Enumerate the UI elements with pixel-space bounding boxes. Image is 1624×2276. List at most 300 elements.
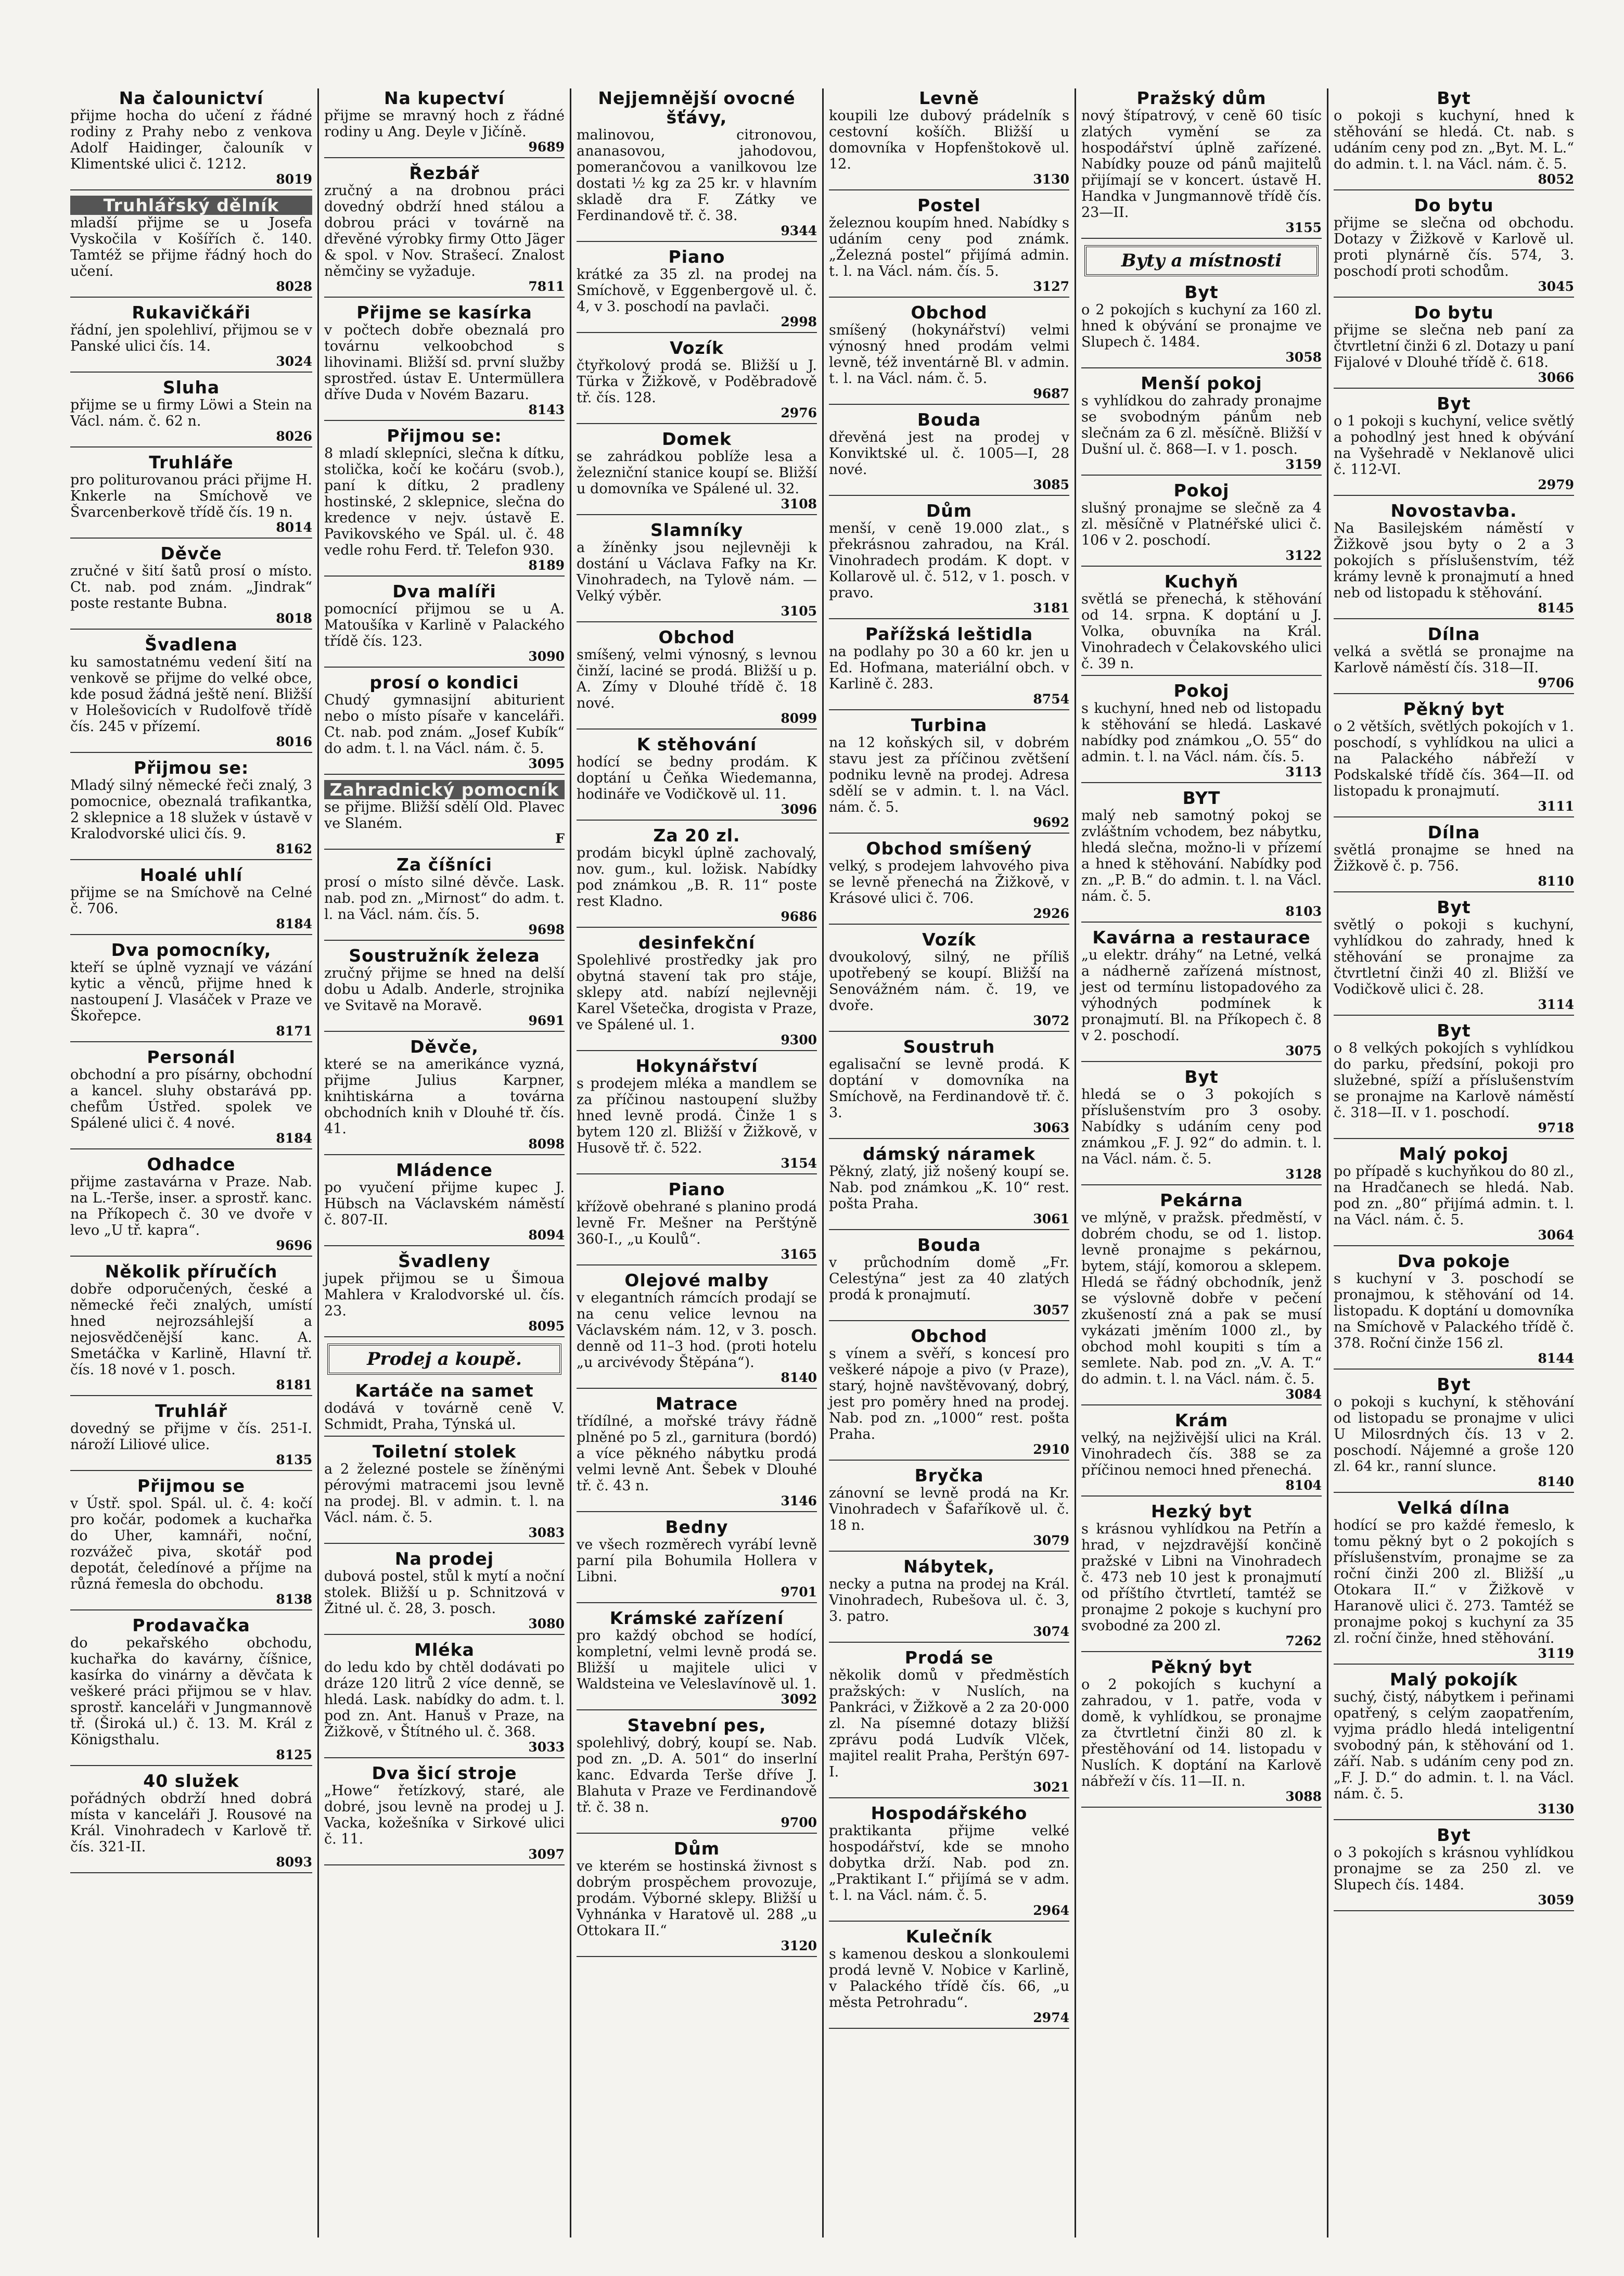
ad-body: o 2 pokojích s kuchyní za 160 zl. hned k obývání se pronajme ve Slupech č. 1484. (1081, 302, 1322, 350)
ad-number: 3095 (528, 756, 565, 771)
ad-title: Menší pokoj (1141, 373, 1262, 393)
ad-title: Několik příručích (105, 1261, 278, 1282)
ad-title: Mléka (414, 1640, 475, 1660)
ad-number: 8189 (528, 558, 565, 573)
ad-body: pořádných obdrží hned dobrá místa v kanceláři J. Rousové na Král. Vinohradech v Karlově tř. čís. 321-II. (70, 1791, 312, 1855)
ad-number: 8181 (276, 1377, 312, 1392)
classified-ad (829, 624, 1069, 710)
classified-ad (829, 1927, 1069, 2029)
classified-ad (829, 1235, 1069, 1321)
ad-body: o 2 větších, světlých pokojích v 1. poschodí, s vyhlídkou na ulici a na Palackého nábřeží v Podskalské třídě čís. 364—II. od listopadu k pronajmutí. (1334, 719, 1574, 799)
ad-body: které se na amerikánce vyzná, přijme Julius Karpner, knihtiskárna a továrna obchodních knih v Dlouhé tř. čís. 41. (324, 1056, 565, 1137)
ad-number: 2926 (1033, 906, 1069, 921)
classified-ad (70, 1155, 312, 1257)
ad-title: Obchod smíšený (866, 838, 1032, 859)
classified-ad (70, 453, 312, 539)
ad-number: 8140 (781, 1370, 817, 1385)
classified-ad (829, 839, 1069, 925)
ad-number: 8052 (1538, 172, 1574, 187)
ad-title: Kuchyň (1164, 571, 1239, 592)
ad-number: 9718 (1538, 1120, 1574, 1135)
ad-title: Malý pokojík (1389, 1669, 1518, 1690)
ad-number: 8099 (781, 711, 817, 726)
classified-ad (1081, 283, 1322, 368)
ad-body: přijme zastavárna v Praze. Nab. na L.-Terše, inser. a sprostř. kanc. na Příkopech č. 30 ve dvoře v levo „U tř. kapra“. (70, 1174, 312, 1238)
classified-ad (829, 303, 1069, 405)
ad-number: 8171 (276, 1024, 312, 1039)
ad-number: 9300 (781, 1032, 817, 1047)
ad-number: 8144 (1538, 1351, 1574, 1366)
ad-title: Bouda (917, 1235, 981, 1255)
ad-body: křížově obehrané s planino prodá levně Fr. Mešner na Perštýně 360-I., „u Koulů“. (577, 1199, 817, 1247)
ad-title: Na prodej (394, 1549, 494, 1569)
classified-ad (324, 1037, 565, 1155)
ad-body: s kuchyní v 3. poschodí se pronajmou, k stěhování od 14. listopadu. K doptání u domovníka na Smíchově v Palackého třídě č. 378. Roční činže 156 zl. (1334, 1271, 1574, 1351)
classified-ad (70, 378, 312, 447)
ad-number: 2910 (1033, 1442, 1069, 1457)
ad-title: Pěkný byt (1150, 1657, 1252, 1677)
column-1 (65, 88, 317, 2237)
ad-number: 3159 (1285, 457, 1322, 472)
ad-title: Za 20 zl. (653, 825, 740, 846)
ad-body: přijme se na Smíchově na Celné č. 706. (70, 885, 312, 917)
ad-title: prosí o kondici (369, 672, 519, 693)
ad-body: s kamenou deskou a slonkoulemi prodá levně V. Nobice v Karlině, v Palackého třídě čís. 66, „u města Petrohradu“. (829, 1946, 1069, 2011)
ad-number: 8104 (1285, 1478, 1322, 1493)
classified-ad (70, 544, 312, 630)
classified-ad (1334, 823, 1574, 892)
ad-body: „Howe“ řetízkový, staré, ale dobré, jsou levně na prodej u J. Vacka, kožešníka v Sirkové ulici č. 11. (324, 1783, 565, 1847)
classified-ad (324, 163, 565, 298)
ad-body: několik domů v předměstích pražských: v Nuslích, na Pankráci, v Žižkově a 2 za 20·000 zl. Na písemné dotazy bližší zprávu podá Ludvík Vlček, majitel realit Praha, Perštýn 697-I. (829, 1667, 1069, 1780)
ad-number: 3155 (1285, 220, 1322, 235)
ad-body: velká a světlá se pronajme na Karlově náměstí čís. 318—II. (1334, 644, 1574, 676)
classified-ad (1334, 1825, 1574, 1911)
classified-ad (324, 1442, 565, 1544)
ad-number: 3113 (1285, 764, 1322, 779)
classified-ad (70, 1616, 312, 1766)
ad-title: Hospodářského (871, 1803, 1028, 1823)
ad-body: „u elektr. dráhy“ na Letné, velká a nádherně zařízená místnost, jest od termínu listopadového za výhodných podmínek k pronajmutí. Bl. na Příkopech č. 8 v 2. poschodí. (1081, 947, 1322, 1044)
ad-body: 8 mladí sklepníci, slečna k dítku, stolička, kočí ke kočáru (svob.), paní k dítku, 2 pradleny hostinské, 2 sklepnice, slečna do kredence v nejv. ústavě E. Pavikovského ve Spál. ul. č. 48 vedle rohu Ferd. tř. Telefon 930. (324, 445, 565, 558)
ad-body: na podlahy po 30 a 60 kr. jen u Ed. Hofmana, materiální obch. v Karlině č. 283. (829, 644, 1069, 692)
classified-ad (324, 303, 565, 421)
ad-body: s vínem a svěří, s koncesí pro veškeré nápoje a pivo (v Praze), starý, hojně navštěvovaný, dobrý, jest pro poměry hned na prodej. Nab. pod zn. „1000“ rest. pošta Praha. (829, 1346, 1069, 1442)
ad-number: 3154 (781, 1156, 817, 1171)
ad-body: zručné v šití šatů prosí o místo. Ct. nab. pod znám. „Jindrak“ poste restante Bubna. (70, 563, 312, 611)
ad-number: 9689 (528, 139, 565, 155)
ad-body: prodám bicykl úplně zachovalý, nov. gum., kul. ložisk. Nabídky pod známkou „B. R. 11“ poste rest Kladno. (577, 845, 817, 910)
ad-body: do pekařského obchodu, kuchařka do kavárny, číšnice, kasírka do vinárny a děvčata k veškeré práci přijmou se v hlav. sprostř. kanceláři v Jungmannově tř. (Široká ul.) č. 13. M. Král z Königsthalu. (70, 1635, 312, 1748)
ad-body: suchý, čistý, nábytkem i peřinami opatřený, s celým zaopatřením, vyjma prádlo hledá inteligentní svobodný pán, k stěhování od 1. září. Nab. s udáním ceny pod zn. „F. J. D.“ do admin. t. l. na Václ. nám. č. 5. (1334, 1689, 1574, 1802)
ad-number: 9696 (276, 1238, 312, 1253)
ad-body: necky a putna na prodej na Král. Vinohradech, Rubešova ul. č. 3, 3. patro. (829, 1576, 1069, 1625)
ad-number: 8093 (276, 1855, 312, 1870)
ad-body: o pokoji s kuchyní, hned k stěhování se hledá. Ct. nab. s udáním ceny pod zn. „Byt. M. L.“ do admin. t. l. na Václ. nám. č. 5. (1334, 108, 1574, 172)
ad-body: ve mlýně, v pražsk. předměstí, v dobrém chodu, se od 1. listop. levně pronajme s pekárnou, bytem, stájí, komorou a sklepem. Hledá se řádný obchodník, jenž se výslovně dobře v pečení zkušeností zná a pak se musí vykázati jměním 1000 zl., by obchod mohl koupiti s tím a semlete. Nab. pod zn. „V. A. T.“ do admin. t. l. na Václ. nám. č. 5. (1081, 1210, 1322, 1387)
classified-ad (829, 930, 1069, 1032)
ad-body: v průchodním domě „Fr. Celestýna“ jest za 40 zlatých prodá k pronajmutí. (829, 1255, 1069, 1303)
classified-ad (1334, 1251, 1574, 1370)
ad-title: Nábytek, (903, 1556, 995, 1577)
ad-title: Odhadce (147, 1154, 236, 1174)
classified-ad (829, 1557, 1069, 1643)
ad-title: Obchod (911, 1326, 988, 1346)
classified-ad (1334, 394, 1574, 496)
classified-ad (70, 196, 312, 298)
classified-ad (577, 429, 817, 515)
classified-ad (577, 1394, 817, 1512)
ad-number: 3045 (1538, 279, 1574, 294)
ad-number: 8019 (276, 172, 312, 187)
classified-ad (1334, 196, 1574, 298)
ad-number: 3120 (781, 1938, 817, 1953)
classified-ad (1334, 1021, 1574, 1139)
classified-ad (70, 865, 312, 935)
classified-ad (324, 1160, 565, 1246)
ad-title: Dva pokoje (1397, 1251, 1511, 1271)
ad-title: Turbina (911, 715, 988, 735)
ad-body: po vyučení přijme kupec J. Hübsch na Václavském náměstí č. 807-II. (324, 1180, 565, 1228)
classified-ad (324, 1381, 565, 1437)
ad-number: 2998 (781, 314, 817, 329)
classified-ad (324, 1251, 565, 1337)
ad-number: 3130 (1033, 172, 1069, 187)
classified-ad (324, 582, 565, 668)
ad-title: Byt (1437, 1020, 1471, 1041)
ad-title: Hoalé uhlí (139, 865, 243, 885)
ad-title: Matrace (655, 1393, 738, 1414)
classified-ad (70, 1262, 312, 1396)
classified-ad (577, 1517, 817, 1603)
classified-ad (1081, 88, 1322, 239)
classified-ad (1081, 1657, 1322, 1808)
ad-number: 3075 (1285, 1043, 1322, 1058)
ad-title: Byt (1437, 393, 1471, 414)
ad-body: v Ústř. spol. Spál. ul. č. 4: kočí pro kočár, podomek a kuchařka do Uher, kamnáři, noční, rozvážeč piva, skotář pod depotát, čeledínové a příjme na různá řemesla do obchodu. (70, 1495, 312, 1592)
ad-body: jupek přijmou se u Šimoua Mahlera v Kralodvorské ul. čís. 23. (324, 1271, 565, 1319)
ad-number: 9686 (781, 909, 817, 924)
ad-body: dovedný se přijme v čís. 251-I. nároží Liliové ulice. (70, 1421, 312, 1453)
ad-number: 3146 (781, 1493, 817, 1508)
ad-body: spolehlivý, dobrý, koupí se. Nab. pod zn. „D. A. 501“ do inserlní kanc. Edvarda Terše dříve J. Blahuta v Praze ve Ferdinandově tř. č. 38 n. (577, 1735, 817, 1815)
classified-ad (577, 520, 817, 622)
ad-number: 8125 (276, 1747, 312, 1762)
classified-ad (70, 758, 312, 860)
ad-body: prosí o místo silné děvče. Lask. nab. pod zn. „Mirnost“ do adm. t. l. na Václ. nám. čís. 5. (324, 874, 565, 923)
classified-ad (1334, 501, 1574, 619)
ad-title: Obchod (911, 302, 988, 323)
ad-body: zánovní se levně prodá na Kr. Vinohradech v Šafaříkově ul. č. 18 n. (829, 1485, 1069, 1533)
classified-ad (577, 1716, 817, 1834)
ad-title: desinfekční (638, 932, 756, 953)
classified-ad (70, 1771, 312, 1873)
classified-ad (577, 1180, 817, 1265)
ad-body: Pěkný, zlatý, již nošený koupí se. Nab. pod známkou „K. 10“ rest. pošta Praha. (829, 1163, 1069, 1212)
classified-ad (70, 1047, 312, 1149)
classified-ad (829, 501, 1069, 619)
classified-ad (577, 1608, 817, 1710)
classified-ad (829, 196, 1069, 298)
classified-ad (1081, 788, 1322, 923)
ad-title: Byt (1184, 1067, 1219, 1087)
ad-number: 3074 (1033, 1624, 1069, 1639)
ad-title: Švadlena (145, 634, 238, 655)
classified-ad (324, 780, 565, 850)
ad-number: 3063 (1033, 1120, 1069, 1135)
ad-body: třídílné, a mořské trávy řádně plněné po 5 zl., garnitura (bordó) a více pěkného nábytku prodá velmi levně Ant. Šebek v Dlouhé tř. č. 43 n. (577, 1413, 817, 1494)
ad-body: s vyhlídkou do zahrady pronajme se svobodným pánům neb slečnám za 6 zl. měsíčně. Bližší v Dušní ul. č. 868—I. v 1. posch. (1081, 393, 1322, 457)
classified-ad (577, 1271, 817, 1389)
ad-number: 3033 (528, 1740, 565, 1755)
ad-number: 3079 (1033, 1533, 1069, 1548)
ad-body: do ledu kdo by chtěl dodávati po dráze 120 litrů 2 více denně, se hledá. Lask. nabídky do adm. t. l. pod zn. Ant. Hanuš v Praze, na Žižkově, v Štítného ul. č. 368. (324, 1659, 565, 1740)
classified-ad (829, 410, 1069, 496)
classified-ad (1334, 303, 1574, 389)
classified-ad (577, 88, 817, 242)
ad-number: 8018 (276, 611, 312, 626)
ad-title: Byt (1437, 88, 1471, 108)
ad-body: menší, v ceně 19.000 zlat., s překrásnou zahradou, na Král. Vinohradech prodám. K dopt. v Kollarově ul. č. 512, v 1. posch. v pravo. (829, 520, 1069, 601)
classified-ad (577, 628, 817, 730)
ad-title: Krámské zařízení (609, 1608, 784, 1628)
classified-ad (829, 1144, 1069, 1230)
ad-title: Přijmou se (137, 1476, 246, 1496)
column-2 (317, 88, 570, 2237)
ad-number: 3084 (1285, 1387, 1322, 1402)
classified-ad (1081, 481, 1322, 567)
ad-title: Piano (668, 247, 725, 267)
ad-body: řádní, jen spolehliví, přijmou se v Panské ulici čís. 14. (70, 322, 312, 354)
ad-number: 9701 (781, 1584, 817, 1600)
ad-title: Na čalounictví (119, 88, 264, 108)
ad-body: s prodejem mléka a mandlem se za příčinou nastoupení služby hned levně prodá. Činže 1 s bytem 120 zl. Bližší v Žižkově, v Husově tř. č. 522. (577, 1076, 817, 1156)
ad-body: Spolehlivé prostředky jak pro obytná stavení tak pro stáje, sklepy atd. nabízí nejlevněji Karel Všetečka, drogista v Praze, ve Spálené ul. 1. (577, 952, 817, 1033)
classified-ad (829, 88, 1069, 190)
ad-title: Pražský dům (1136, 88, 1267, 108)
ad-body: obchodní a pro písárny, obchodní a kancel. sluhy obstarává pp. chefům Ústřed. spolek ve Spálené ulici č. 4 nové. (70, 1067, 312, 1131)
ad-title: Byt (1184, 282, 1219, 302)
classified-ad (829, 1648, 1069, 1798)
ad-body: hodící se pro každé řemeslo, k tomu pěkný byt o 2 pokojích s příslušenstvím, pronajme se za roční činži 200 zl. Bližší „u Otokara II.“ v Žižkově v Haranově ulici č. 273. Tamtéž se pronajme pokoj s kuchyní za 35 zl. roční činže, hned stěhování. (1334, 1517, 1574, 1646)
classified-ad (70, 1476, 312, 1610)
ad-number: 8098 (528, 1136, 565, 1152)
ad-title: Za číšníci (397, 854, 492, 875)
ad-title: Děvče, (410, 1037, 479, 1057)
ad-title: Truhláře (149, 452, 234, 472)
ad-number: 3080 (528, 1616, 565, 1631)
ad-body: krátké za 35 zl. na prodej na Smíchově, v Eggenbergově ul. č. 4, v 3. poschodí na pavlači. (577, 266, 817, 315)
classified-ad (1081, 1191, 1322, 1405)
ad-body: železnou koupím hned. Nabídky s udáním ceny pod známk. „Železná postel“ přijímá admin. t. l. na Václ. nám. čís. 5. (829, 215, 1069, 279)
ad-title: Přijmou se: (387, 426, 502, 446)
ad-number: 3024 (276, 354, 312, 369)
classified-ad (577, 1056, 817, 1174)
classified-ad (577, 933, 817, 1051)
ad-number: 3092 (781, 1692, 817, 1707)
ad-title: Novostavba. (1390, 501, 1517, 521)
classified-ad (1334, 88, 1574, 190)
ad-number: 3130 (1538, 1801, 1574, 1817)
ad-number: 9344 (781, 223, 817, 238)
ad-number: 8138 (276, 1592, 312, 1607)
ad-title: Olejové malby (624, 1270, 769, 1290)
column-3 (570, 88, 822, 2237)
ad-body: zručný a na drobnou práci dovedný obdrží hned stálou a dobrou práci v továrně na dřevěné výrobky firmy Otto Jäger & spol. v Nov. Strašecí. Znalost němčiny se vyžaduje. (324, 183, 565, 279)
ad-title: Do bytu (1414, 195, 1494, 215)
ad-body: v elegantních rámcích prodají se na cenu velice levnou na Václavském nám. 12, v 3. posch. denně od 11–3 hod. (proti hotelu „u arcivévody Štěpána“). (577, 1290, 817, 1371)
classified-ad (70, 88, 312, 190)
ad-number: 3085 (1033, 477, 1069, 492)
classified-ad (1081, 928, 1322, 1062)
ad-title: Byt (1437, 897, 1471, 917)
classified-ad (1081, 374, 1322, 476)
ad-title: Sluha (162, 377, 220, 398)
ad-number: 3057 (1033, 1302, 1069, 1318)
classified-ad (70, 303, 312, 373)
ad-title: Na kupectví (384, 88, 505, 108)
ad-body: dřevěná jest na prodej v Konviktské ul. č. 1005—I, 28 nové. (829, 429, 1069, 478)
ad-body: malinovou, citronovou, ananasovou, jahodovou, pomerančovou a vanilkovou lze dostati ½ kg za 25 kr. v hlavním skladě dra F. Zátky ve Ferdinandově tř. č. 38. (577, 127, 817, 224)
ad-body: se přijme. Bližší sdělí Old. Plavec ve Slaném. (324, 799, 565, 832)
section-heading: Prodej a koupě. (327, 1344, 561, 1375)
classified-ad (324, 426, 565, 577)
ad-title: Pekárna (1160, 1190, 1243, 1210)
ad-body: a 2 železné postele se žíněnými pérovými matracemi jsou levně na prodej. Bl. v admin. t. l. na Václ. nám. č. 5. (324, 1461, 565, 1526)
classified-ad (70, 635, 312, 753)
column-5 (1075, 88, 1327, 2237)
ad-title: Piano (668, 1179, 725, 1199)
ad-number: 9700 (781, 1815, 817, 1830)
ad-body: přijme se slečna neb paní za čtvrtletní činži 6 zl. Dotazy u paní Fijalové v Dlouhé třídě č. 618. (1334, 322, 1574, 370)
classified-ad (324, 1763, 565, 1865)
ad-body: dobře odporučených, české a německé řeči znalých, umístí hned nejrozsáhlejší a nejosvědčenější kanc. A. Smetáčka v Karlině, Hlavní tř. čís. 18 nové v 1. posch. (70, 1281, 312, 1378)
ad-body: pro každý obchod se hodící, kompletní, velmi levně prodá se. Bližší u majitele ulici v Waldsteina ve Veleslavínově ul. 1. (577, 1628, 817, 1692)
ad-title: Malý pokoj (1399, 1144, 1509, 1164)
ad-number: 8110 (1538, 874, 1574, 889)
ad-body: dvoukolový, silný, ne příliš upotřebený se koupí. Bližší na Senovážném nám. č. 19, ve dvoře. (829, 949, 1069, 1014)
ad-title: BYT (1182, 788, 1221, 808)
ad-number: 3064 (1538, 1227, 1574, 1243)
classified-ad (324, 855, 565, 941)
ad-title: Truhlář (155, 1401, 227, 1421)
ad-number: 9698 (528, 922, 565, 937)
ad-title: Toiletní stolek (372, 1441, 517, 1462)
ad-body: světlá se přenechá, k stěhování od 14. srpna. K doptání u J. Volka, obuvníka na Král. Vinohradech v Čelakovského ulici č. 39 n. (1081, 591, 1322, 672)
ad-number: 8184 (276, 1131, 312, 1146)
ad-number: 9692 (1033, 815, 1069, 830)
classified-ad (1081, 681, 1322, 783)
ad-title: Personál (147, 1047, 236, 1067)
classified-ad (324, 946, 565, 1032)
ad-title: Mládence (396, 1160, 493, 1180)
ad-body: koupili lze dubový prádelník s cestovní košíčh. Bližší u domovníka v Hopfenštokově ul. 12. (829, 108, 1069, 172)
ad-columns (65, 88, 1579, 2237)
ad-body: o 1 pokoji s kuchyní, velice světlý a pohodlný jest hned k obývání na Vyšehradě v Neklanově ulici č. 112-VI. (1334, 413, 1574, 478)
ad-title: dámský náramek (863, 1144, 1035, 1164)
ad-title: Pařížská leštidla (865, 624, 1033, 644)
classified-ad (577, 826, 817, 928)
ad-number: 3058 (1285, 350, 1322, 365)
column-4 (822, 88, 1075, 2237)
classified-ad (577, 338, 817, 424)
ad-title: Švadleny (398, 1251, 491, 1271)
ad-number: 8026 (276, 429, 312, 444)
ad-body: nový štípatrový, v ceně 60 tisíc zlatých vymění se za hospodářství úplně zařízené. Nabídky pouze od pánů majitelů přijímají se v koncert. ústavě H. Handka v Jungmannově třídě čís. 23—II. (1081, 108, 1322, 221)
ad-number: 8016 (276, 734, 312, 749)
ad-body: na 12 koňských sil, v dobrém stavu jest za příčinou zvětšení podniku levně na prodej. Adresa sdělí se v admin. t. l. na Václ. nám. č. 5. (829, 735, 1069, 815)
ad-number: 3111 (1538, 799, 1574, 814)
ad-number: 3059 (1538, 1893, 1574, 1908)
ad-title: Dva šicí stroje (372, 1763, 517, 1783)
ad-number: 8143 (528, 402, 565, 417)
ad-body: hledá se o 3 pokojích s příslušenstvím pro 3 osoby. Nabídky s udáním ceny pod známkou „F. J. 92“ do admin. t. l. na Václ. nám. č. 5. (1081, 1086, 1322, 1167)
ad-title: Slamníky (650, 520, 743, 540)
ad-body: velký, na nejživější ulici na Král. Vinohradech čís. 388 se za příčinou nemoci hned přenechá. (1081, 1430, 1322, 1478)
ad-title: Krám (1174, 1410, 1229, 1430)
ad-title: Do bytu (1414, 302, 1494, 323)
ad-title: Byt (1437, 1825, 1471, 1845)
ad-title: Stavební pes, (627, 1715, 766, 1735)
ad-title: Dům (926, 501, 973, 521)
ad-body: malý neb samotný pokoj se zvláštním vchodem, bez nábytku, hledá slečna, možno-li v přízemí a hned k stěhování. Nabídky pod zn. „P. B.“ do admin. t. l. na Václ. nám. č. 5. (1081, 808, 1322, 904)
ad-title: Pokoj (1173, 480, 1230, 501)
ad-title: Soustruh (903, 1037, 995, 1057)
ad-title: Bouda (917, 410, 981, 430)
classified-ad (1081, 1502, 1322, 1652)
ad-number: 3083 (528, 1525, 565, 1540)
ad-body: Mladý silný německé řeči znalý, 3 pomocnice, obeznalá trafikantka, 2 sklepnice a 18 služek v ústavě v Kralodvorské ulici čís. 9. (70, 777, 312, 842)
ad-number: 3122 (1285, 548, 1322, 563)
ad-number: 8014 (276, 520, 312, 535)
ad-number: 7811 (528, 279, 565, 294)
ad-number: 3096 (781, 802, 817, 817)
ad-body: světlý o pokoji s kuchyní, vyhlídkou do zahrady, hned k stěhování se pronajme za čtvrtletní činži 40 zl. Bližší ve Vodičkově ulici č. 28. (1334, 917, 1574, 998)
column-6 (1327, 88, 1579, 2237)
ad-number: 3108 (781, 496, 817, 512)
classified-ad (577, 1839, 817, 1957)
ad-title: Pěkný byt (1403, 699, 1505, 719)
ad-number: 8140 (1538, 1474, 1574, 1489)
ad-number: 9687 (1033, 386, 1069, 401)
ad-title: Rukavičkáři (132, 302, 251, 323)
ad-title: Přijme se kasírka (356, 302, 532, 323)
ad-number: 8103 (1285, 904, 1322, 919)
ad-number: 9691 (528, 1013, 565, 1028)
ad-number: 3105 (781, 604, 817, 619)
ad-title: Kulečník (905, 1926, 993, 1947)
classified-ad (1334, 624, 1574, 694)
ad-number: 3072 (1033, 1013, 1069, 1028)
ad-number: 8028 (276, 279, 312, 294)
ad-title: Domek (662, 429, 732, 449)
ad-number: 8162 (276, 841, 312, 856)
ad-body: slušný pronajme se slečně za 4 zl. měsíčně v Platnéřské ulici č. 106 v 2. poschodí. (1081, 500, 1322, 548)
ad-body: o 8 velkých pokojích s vyhlídkou do parku, předsíní, pokoji pro služebné, spíží a příslušenstvím se pronajme na Karlově náměstí č. 318—II. v 1. poschodí. (1334, 1040, 1574, 1121)
ad-title: Zahradnický pomocník (324, 780, 565, 799)
ad-title: Hokynářství (635, 1056, 758, 1076)
classified-ad (829, 715, 1069, 834)
ad-number: 3165 (781, 1247, 817, 1262)
classified-ad (1081, 1411, 1322, 1497)
ad-number: 2979 (1538, 477, 1574, 492)
ad-title: 40 služek (143, 1771, 239, 1791)
ad-body: velký, s prodejem lahvového piva se levně přenechá na Žižkově, v Krásové ulici č. 706. (829, 858, 1069, 906)
classified-ad (829, 1037, 1069, 1139)
ad-title: Bedny (665, 1517, 728, 1537)
ad-title: Dílna (1427, 822, 1480, 842)
ad-number: 8184 (276, 916, 312, 931)
